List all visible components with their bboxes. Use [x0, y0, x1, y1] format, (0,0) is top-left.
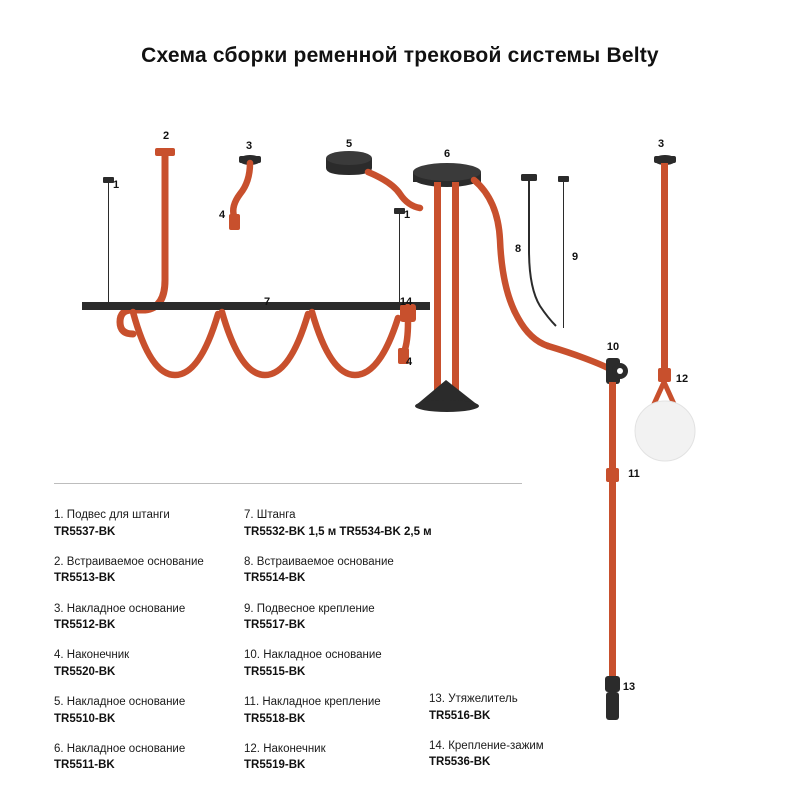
callout-3b: 3	[657, 138, 665, 150]
legend-item-13-num: 13.	[429, 693, 445, 705]
legend-item-7-num: 7.	[244, 509, 254, 521]
callout-5: 5	[345, 138, 353, 150]
legend-item-11-name: Накладное крепление	[262, 696, 381, 709]
legend-item-2-code: TR5513-BK	[54, 572, 116, 585]
legend-item-7-name: Штанга	[256, 509, 296, 521]
legend-item-10-num: 10.	[244, 649, 260, 662]
legend-column-3-spacer	[429, 508, 659, 692]
legend-item-4-num: 4.	[54, 649, 64, 662]
legend-item-11-code: TR5518-BK	[244, 712, 306, 725]
legend-item-7	[244, 508, 432, 541]
legend-item-2-name: Встраиваемое основание	[66, 555, 204, 568]
legend-item-4-name: Наконечник	[66, 649, 130, 662]
legend-column-1	[54, 508, 244, 789]
legend-item-12-name: Наконечник	[263, 742, 326, 755]
callout-2: 2	[162, 130, 170, 142]
legend-item-2-num: 2.	[54, 555, 64, 568]
surface-base-5	[326, 151, 420, 208]
legend-column-2	[244, 508, 432, 789]
legend-item-3-num: 3.	[54, 602, 64, 615]
legend-item-1-code: TR5537-BK	[54, 525, 116, 538]
legend-item-11	[244, 695, 429, 728]
legend-item-1-name: Подвес для штанги	[66, 509, 170, 521]
legend-item-11-num: 11.	[244, 696, 260, 709]
legend-item-10-code: TR5515-BK	[244, 665, 306, 678]
legend-item-14-code: TR5536-BK	[429, 756, 491, 769]
legend-item-3	[54, 602, 244, 635]
legend-item-1-num: 1.	[54, 509, 64, 521]
recessed-base-8	[521, 174, 556, 326]
legend-item-12-num: 12.	[244, 742, 260, 755]
legend-item-9-code: TR5517-BK	[244, 619, 306, 632]
callout-13: 13	[622, 681, 636, 693]
legend-item-14-name: Крепление-зажим	[448, 739, 544, 752]
callout-11: 11	[628, 468, 640, 480]
callout-9: 9	[571, 251, 579, 263]
suspension-wire-middle	[394, 208, 405, 302]
legend-item-3-code: TR5512-BK	[54, 619, 116, 632]
legend-item-10-name: Накладное основание	[263, 649, 382, 662]
legend-item-5-num: 5.	[54, 696, 64, 709]
callout-4b: 4	[405, 356, 413, 368]
callout-3a: 3	[245, 140, 253, 152]
legend-item-9-name: Подвесное крепление	[256, 602, 375, 615]
strap-festoon	[133, 304, 416, 375]
legend-item-14	[429, 739, 659, 772]
suspension-wire-left	[103, 177, 114, 302]
legend-item-8-code: TR5514-BK	[244, 572, 306, 585]
callout-10: 10	[606, 341, 620, 353]
legend-item-13-name: Утяжелитель	[448, 693, 518, 705]
callout-7: 7	[263, 296, 271, 308]
track-bar-7	[82, 302, 430, 310]
legend-item-13-code: TR5516-BK	[429, 709, 491, 722]
legend-item-12	[244, 742, 429, 775]
legend	[54, 483, 754, 789]
legend-item-8-num: 8.	[244, 555, 254, 568]
legend-item-4-code: TR5520-BK	[54, 665, 116, 678]
legend-item-7-code: TR5532-BK 1,5 м TR5534-BK 2,5 м	[244, 525, 432, 538]
legend-item-14-num: 14.	[429, 739, 445, 752]
legend-item-10	[244, 648, 429, 681]
legend-item-8-name: Встраиваемое основание	[256, 555, 394, 568]
legend-divider	[54, 483, 522, 484]
legend-item-5	[54, 695, 244, 728]
legend-item-9	[244, 602, 429, 635]
legend-item-2	[54, 555, 244, 588]
legend-item-6	[54, 742, 244, 775]
legend-item-6-code: TR5511-BK	[54, 759, 115, 772]
surface-base-6	[413, 163, 548, 412]
legend-item-5-name: Накладное основание	[66, 696, 186, 709]
legend-item-5-code: TR5510-BK	[54, 712, 116, 725]
legend-item-12-code: TR5519-BK	[244, 759, 306, 772]
callout-12: 12	[675, 373, 689, 385]
legend-item-13	[429, 692, 659, 725]
surface-base-3-right	[635, 155, 695, 461]
callout-8: 8	[514, 243, 522, 255]
legend-item-4	[54, 648, 244, 681]
suspended-mount-9	[558, 176, 569, 328]
page-title: Схема сборки ременной трековой системы Belty	[141, 44, 659, 67]
callout-1a: 1	[112, 179, 120, 191]
callout-14: 14	[399, 296, 413, 308]
legend-item-6-num: 6.	[54, 742, 64, 755]
surface-base-3-left	[229, 155, 261, 230]
legend-item-3-name: Накладное основание	[66, 602, 186, 615]
legend-item-1	[54, 508, 244, 541]
legend-item-6-name: Накладное основание	[66, 742, 186, 755]
legend-column-3	[429, 508, 659, 786]
legend-item-9-num: 9.	[244, 602, 254, 615]
callout-4a: 4	[218, 209, 226, 221]
legend-item-8	[244, 555, 429, 588]
callout-6: 6	[443, 148, 451, 160]
callout-1b: 1	[403, 209, 411, 221]
